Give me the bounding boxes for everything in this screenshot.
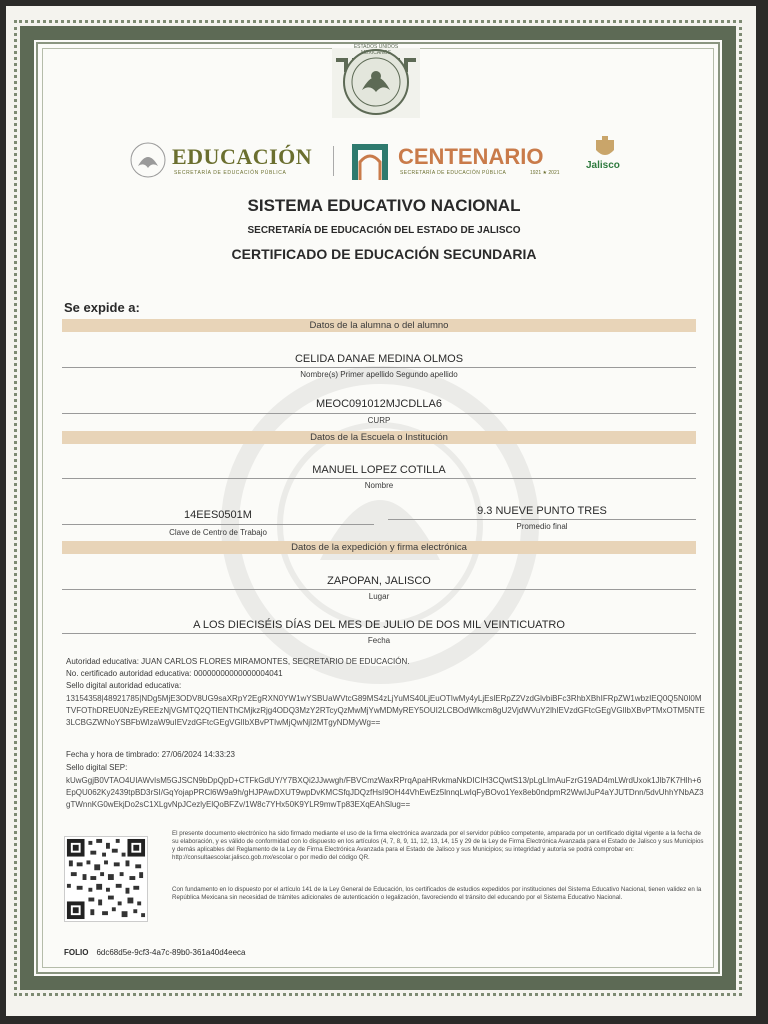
date-label: Fecha <box>367 636 391 645</box>
legal-paragraph-1: El presente documento electrónico ha sido firmado mediante el uso de la firma electrónica avanzada por el servidor público competente, amparada por un certificado digital vigente a la fecha de su elaboración, y es válido de conformidad con lo dispuesto en los artículos (4, 7, 8, 9, 11, 12, 13, 14, 15 y 29 de la Ley de Firma Electrónica Avanzada para el Estado de Jalisco y sus Municipios y demás aplicables del Reglamento de la Ley de Firma Electrónica Avanzada para el Estado de Jalisco y sus Municipios; su integridad y autoría se podrá comprobar en: http://consultaescolar.jalisco.gob.mx/escolar o por medio del código QR. <box>172 830 704 861</box>
student-name-value: CELIDA DANAE MEDINA OLMOS <box>294 353 464 365</box>
qr-code[interactable] <box>64 836 148 922</box>
secretaria-title: SECRETARÍA DE EDUCACIÓN DEL ESTADO DE JALISCO <box>247 225 521 236</box>
curp-label: CURP <box>367 416 391 425</box>
jalisco-crest-icon <box>594 136 616 160</box>
jalisco-logo: Jalisco <box>586 160 620 171</box>
timestamp-line: Fecha y hora de timbrado: 27/06/2024 14:33:23 <box>66 750 236 759</box>
authority-seal-code: 13154358|48921785|NDg5MjE3ODV8UG9saXRpY2EgRXN0YW1wYSBUaWVtcG89MS4zLjYuMS40LjEuOTIwMy4yLjEslERpZ2VzdGlvbiBFc3RhbXBhIFRpZW1wbzIEQ0Q5N0I0MTVFOThDREU0NzEyREEzNjVGMTQ2QTlENThCMjkzRjg4ODQ3MzY2RTcyQzMwMjYwMDMyREY5OUI2LCBOdWlkcm8gU2VjdWVuY2lhIEVzdGFtcGEgVGlIbXBvPTMxOTM5NTE3LCBGZWNoYSBFbWlzaW9uIEVzdGFtcGEgVGlIbXBvPTIwMjQwNjI2MTgyNDMyWg== <box>66 694 705 727</box>
place-line <box>62 589 696 590</box>
grade-label: Promedio final <box>516 522 568 531</box>
folio <box>64 948 245 957</box>
student-name-line <box>62 367 696 368</box>
sep-seal-label: Sello digital SEP: <box>66 763 128 772</box>
place-value: ZAPOPAN, JALISCO <box>327 575 431 587</box>
centenario-sub: SECRETARÍA DE EDUCACIÓN PÚBLICA <box>400 170 507 176</box>
folio-value: 6dc68d5e-9cf3-4a7c-89b0-361a40d4eeca <box>96 948 246 957</box>
educacion-sub: SECRETARÍA DE EDUCACIÓN PÚBLICA <box>174 170 287 176</box>
se-expide-label: Se expide a: <box>64 300 140 315</box>
seal-text: ESTADOS UNIDOS MEXICANOS <box>353 44 399 56</box>
authority-seal-label: Sello digital autoridad educativa: <box>66 681 182 690</box>
student-name-label: Nombre(s) Primer apellido Segundo apellido <box>300 370 458 379</box>
legal-paragraph-2: Con fundamento en lo dispuesto por el artículo 141 de la Ley General de Educación, los certificados de estudios expedidos por instituciones del Sistema Educativo Nacional, tienen validez en la República Mexicana sin necesidad de trámites adicionales de autenticación o legalización, favoreciendo el tránsito del educando por el Sistema Educativo Nacional. <box>172 886 702 901</box>
cct-line <box>62 524 374 525</box>
centenario-years: 1921 ★ 2021 <box>530 170 560 176</box>
header-logos <box>120 132 640 188</box>
grade-line <box>388 519 696 520</box>
student-band: Datos de la alumna o del alumno <box>62 319 696 332</box>
sep-seal-code: kUwGgjB0VTAO4UIAWvIsM5GJSCN9bDpQpD+CTFkGdUY/Y7BXQi2JJwwgh/FBVCmzWaxRPrqApaHRvkmaNkDICIH3CQwtS13/pLgLImAuFzrG19AD4mLWrdUxok1Jlb7K7Hlh+6EpQU062Ky2439tpBD3rSI/GqYojapPRCl6W9a9h/gHJPAwDXUT9wpDvKMCSfqJDQzfHsI9OH44VhEwEz5lnnqLwIqFyBOvo1Yex8eb0ndpmR2WwIJuP4aYJUTDnn/5dvUhhYNbAZ3gTWnnKG0wEkjDo2sC1XLgvNpJCezlyElQoBFZv/1W8c7YHx50K9YLR9mwTp83EXqEAhSlug== <box>66 776 704 809</box>
cct-label: Clave de Centro de Trabajo <box>169 528 267 537</box>
school-band: Datos de la Escuela o Institución <box>62 431 696 444</box>
system-title: SISTEMA EDUCATIVO NACIONAL <box>247 196 521 215</box>
centenario-arch-icon <box>348 140 392 184</box>
folio-label: FOLIO <box>64 948 89 957</box>
school-name-line <box>62 478 696 479</box>
date-value: A LOS DIECISÉIS DÍAS DEL MES DE JULIO DE DOS MIL VEINTICUATRO <box>193 619 565 631</box>
authority-cert-number: No. certificado autoridad educativa: 00000000000000004041 <box>66 669 283 678</box>
school-name-value: MANUEL LOPEZ COTILLA <box>312 464 446 476</box>
school-name-label: Nombre <box>364 481 394 490</box>
expedition-band: Datos de la expedición y firma electrónica <box>62 541 696 554</box>
educacion-logo: EDUCACIÓN <box>172 144 313 169</box>
authority-name: Autoridad educativa: JUAN CARLOS FLORES MIRAMONTES, SECRETARIO DE EDUCACIÓN. <box>66 657 410 666</box>
date-line <box>62 633 696 634</box>
centenario-logo: CENTENARIO <box>398 144 544 169</box>
curp-value: MEOC091012MJCDLLA6 <box>316 398 442 410</box>
curp-line <box>62 413 696 414</box>
place-label: Lugar <box>368 592 390 601</box>
cct-value: 14EES0501M <box>184 509 252 521</box>
certificate-title: CERTIFICADO DE EDUCACIÓN SECUNDARIA <box>231 246 537 262</box>
grade-value: 9.3 NUEVE PUNTO TRES <box>477 505 607 517</box>
eagle-icon <box>128 142 168 178</box>
logo-divider <box>333 146 334 176</box>
